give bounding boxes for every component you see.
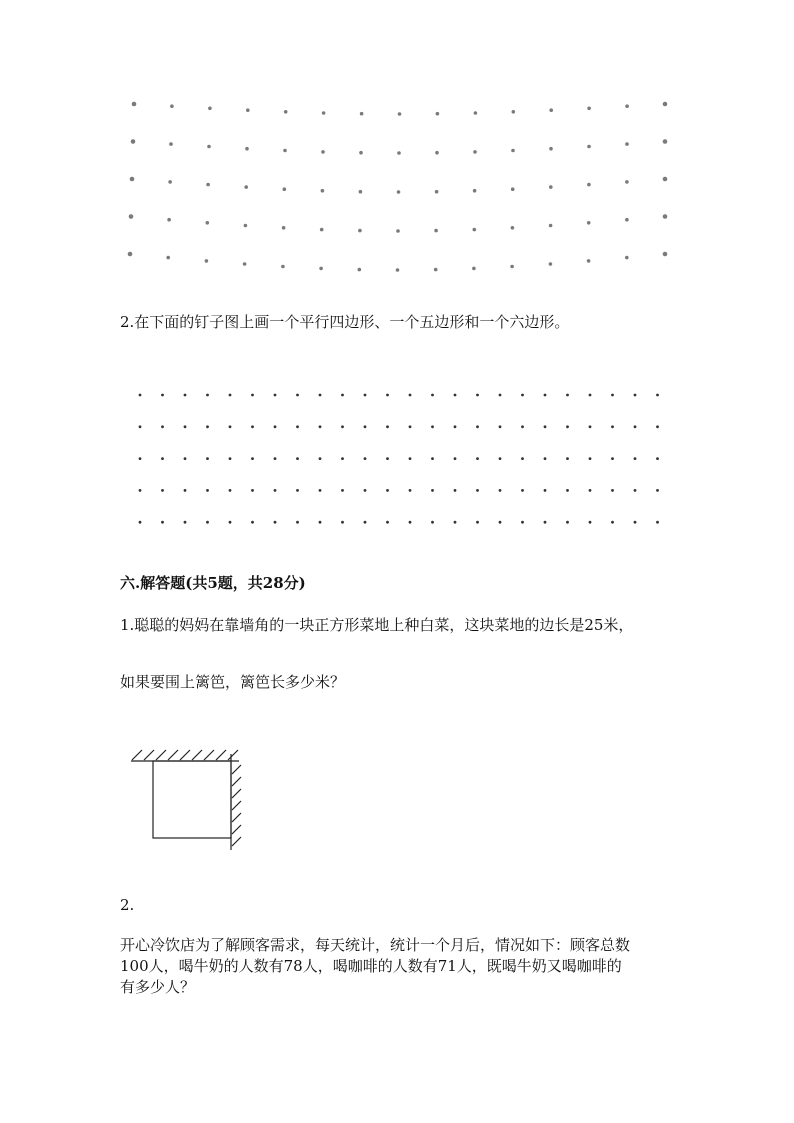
grid-dot (409, 521, 412, 524)
grid-dot (566, 457, 569, 460)
grid-dot (206, 521, 209, 524)
grid-dot (476, 394, 479, 397)
grid-dot (274, 521, 277, 524)
grid-dot (386, 425, 389, 428)
grid-dot (589, 457, 592, 460)
grid-dot (476, 521, 479, 524)
grid-dot (364, 394, 367, 397)
grid-dot (544, 489, 547, 492)
grid-dot (544, 394, 547, 397)
grid-dot (454, 425, 457, 428)
grid-dot (454, 394, 457, 397)
grid-dot (386, 457, 389, 460)
grid-dot (499, 521, 502, 524)
grid-dot (521, 489, 524, 492)
grid-dot (296, 394, 299, 397)
grid-dot (566, 394, 569, 397)
grid-dot (431, 489, 434, 492)
grid-dot (544, 521, 547, 524)
grid-dot (409, 425, 412, 428)
grid-dot (409, 394, 412, 397)
problem-2-line-3: 有多少人？ (120, 978, 196, 996)
grid-dot (341, 425, 344, 428)
dot-grid-bottom[interactable] (0, 0, 794, 540)
grid-dot (634, 394, 637, 397)
grid-dot (206, 489, 209, 492)
grid-dot (656, 394, 659, 397)
grid-dot (206, 425, 209, 428)
grid-dot (184, 489, 187, 492)
grid-dot (139, 457, 142, 460)
grid-dot (589, 489, 592, 492)
grid-dot (341, 457, 344, 460)
grid-dot (409, 457, 412, 460)
grid-dot (611, 457, 614, 460)
grid-dot (476, 425, 479, 428)
grid-dot (251, 394, 254, 397)
grid-dot (184, 394, 187, 397)
grid-dot (206, 394, 209, 397)
grid-dot (431, 457, 434, 460)
grid-dot (611, 394, 614, 397)
grid-dot (161, 457, 164, 460)
grid-dot (229, 521, 232, 524)
grid-dot (634, 425, 637, 428)
grid-dot (161, 489, 164, 492)
grid-dot (184, 425, 187, 428)
grid-dot (251, 457, 254, 460)
grid-dot (521, 425, 524, 428)
grid-dot (656, 521, 659, 524)
grid-dot (386, 394, 389, 397)
question-2-text: 2.在下面的钉子图上画一个平行四边形、一个五边形和一个六边形。 (120, 313, 570, 331)
corner-wall-square-diagram (120, 740, 260, 860)
grid-dot (296, 425, 299, 428)
grid-dot (566, 521, 569, 524)
grid-dot (184, 457, 187, 460)
grid-dot (589, 394, 592, 397)
grid-dot (139, 489, 142, 492)
grid-dot (499, 394, 502, 397)
grid-dot (611, 425, 614, 428)
grid-dot (251, 489, 254, 492)
grid-dot (431, 521, 434, 524)
grid-dot (544, 425, 547, 428)
grid-dot (251, 425, 254, 428)
problem-2-line-2: 100人，喝牛奶的人数有78人，喝咖啡的人数有71人，既喝牛奶又喝咖啡的 (120, 957, 622, 975)
grid-dot (319, 521, 322, 524)
grid-dot (274, 489, 277, 492)
grid-dot (319, 394, 322, 397)
grid-dot (589, 425, 592, 428)
grid-dot (296, 457, 299, 460)
grid-dot (139, 521, 142, 524)
grid-dot (161, 425, 164, 428)
grid-dot (364, 489, 367, 492)
grid-dot (274, 425, 277, 428)
grid-dot (161, 394, 164, 397)
grid-dot (566, 425, 569, 428)
grid-dot (319, 489, 322, 492)
grid-dot (431, 425, 434, 428)
grid-dot (161, 521, 164, 524)
grid-dot (521, 521, 524, 524)
grid-dot (454, 457, 457, 460)
grid-dot (634, 521, 637, 524)
grid-dot (229, 457, 232, 460)
grid-dot (499, 489, 502, 492)
grid-dot (431, 394, 434, 397)
problem-1-line-2: 如果要围上篱笆，篱笆长多少米？ (120, 673, 346, 691)
grid-dot (499, 457, 502, 460)
grid-dot (296, 521, 299, 524)
grid-dot (184, 521, 187, 524)
grid-dot (386, 489, 389, 492)
grid-dot (454, 489, 457, 492)
grid-dot (319, 425, 322, 428)
problem-2-line-1: 开心冷饮店为了解顾客需求，每天统计，统计一个月后，情况如下：顾客总数 (120, 936, 631, 954)
grid-dot (544, 457, 547, 460)
grid-dot (521, 394, 524, 397)
grid-dot (634, 457, 637, 460)
grid-dot (229, 489, 232, 492)
grid-dot (229, 425, 232, 428)
grid-dot (296, 489, 299, 492)
grid-dot (341, 489, 344, 492)
grid-dot (364, 521, 367, 524)
grid-dot (566, 489, 569, 492)
grid-dot (274, 394, 277, 397)
grid-dot (521, 457, 524, 460)
problem-1-line-1: 1.聪聪的妈妈在靠墙角的一块正方形菜地上种白菜，这块菜地的边长是25米， (120, 616, 634, 634)
grid-dot (341, 394, 344, 397)
grid-dot (139, 425, 142, 428)
section-six-heading: 六.解答题(共5题，共28分) (120, 574, 306, 592)
grid-dot (251, 521, 254, 524)
grid-dot (139, 394, 142, 397)
grid-dot (634, 489, 637, 492)
grid-dot (229, 394, 232, 397)
grid-dot (454, 521, 457, 524)
grid-dot (476, 489, 479, 492)
grid-dot (656, 425, 659, 428)
grid-dot (274, 457, 277, 460)
grid-dot (364, 457, 367, 460)
grid-dot (499, 425, 502, 428)
grid-dot (589, 521, 592, 524)
grid-dot (364, 425, 367, 428)
grid-dot (319, 457, 322, 460)
grid-dot (611, 489, 614, 492)
grid-dot (656, 457, 659, 460)
grid-dot (476, 457, 479, 460)
grid-dot (386, 521, 389, 524)
grid-dot (206, 457, 209, 460)
grid-dot (409, 489, 412, 492)
grid-dot (611, 521, 614, 524)
grid-dot (656, 489, 659, 492)
grid-dot (341, 521, 344, 524)
problem-2-number: 2. (120, 896, 135, 914)
